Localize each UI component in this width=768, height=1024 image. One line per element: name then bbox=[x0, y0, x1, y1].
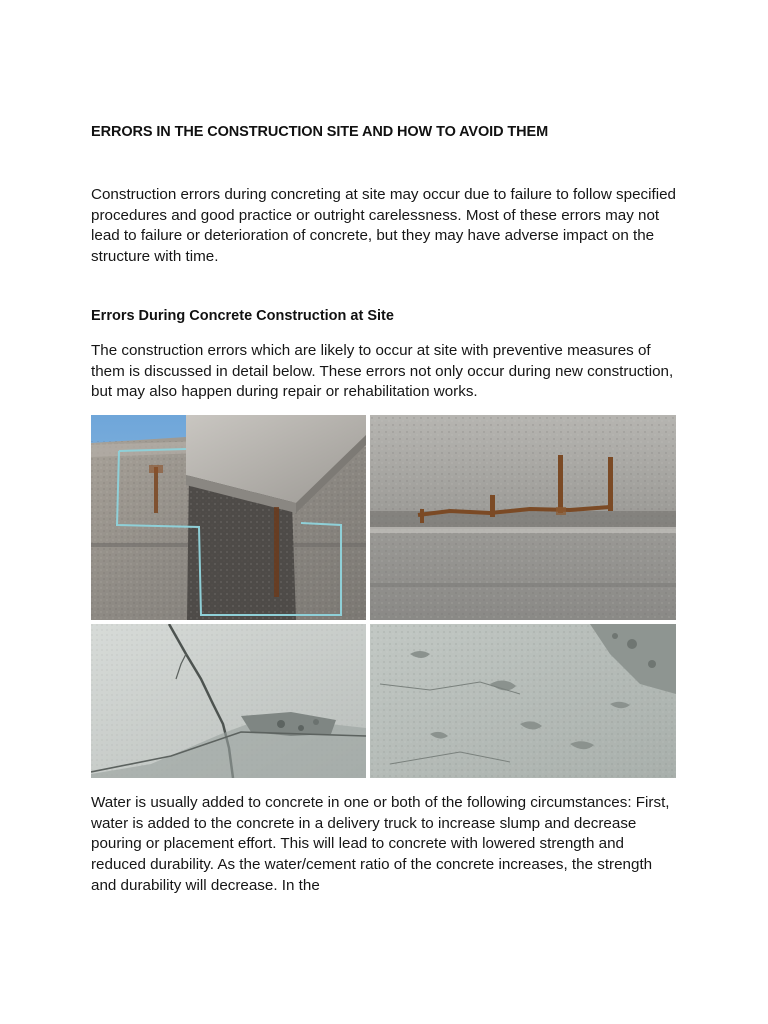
corroded-beam-support-photo bbox=[91, 415, 366, 620]
closing-paragraph: Water is usually added to concrete in one or both of the following circumstances: First, water is added to the concrete in a delivery truck to increase slump and decrease pouring or placement effort. This will lead to concrete with lowered strength and reduced durability. As the water/cement ratio of the concrete increases, the strength and durability will decrease. In the bbox=[91, 794, 670, 894]
intro-paragraph: Construction errors during concreting at site may occur due to failure to follow specified procedures and good practice or outright carelessness. Most of these errors may not lead to failure or deterioration of concrete, but they may have adverse impact on the structure with time. bbox=[91, 186, 677, 266]
section-heading: Errors During Concrete Construction at Site bbox=[91, 308, 394, 324]
section-paragraph: The construction errors which are likely to occur at site with preventive measures of them is discussed in detail below. These errors not only occur during new construction, but may also happen during repair or rehabilitation works. bbox=[91, 342, 674, 401]
cracked-pavement-photo bbox=[91, 624, 366, 778]
scaled-concrete-surface-photo bbox=[370, 624, 676, 778]
photo-collage bbox=[91, 415, 676, 778]
exposed-rebar-wall-photo bbox=[370, 415, 676, 620]
document-title: ERRORS IN THE CONSTRUCTION SITE AND HOW TO AVOID THEM bbox=[91, 124, 549, 140]
